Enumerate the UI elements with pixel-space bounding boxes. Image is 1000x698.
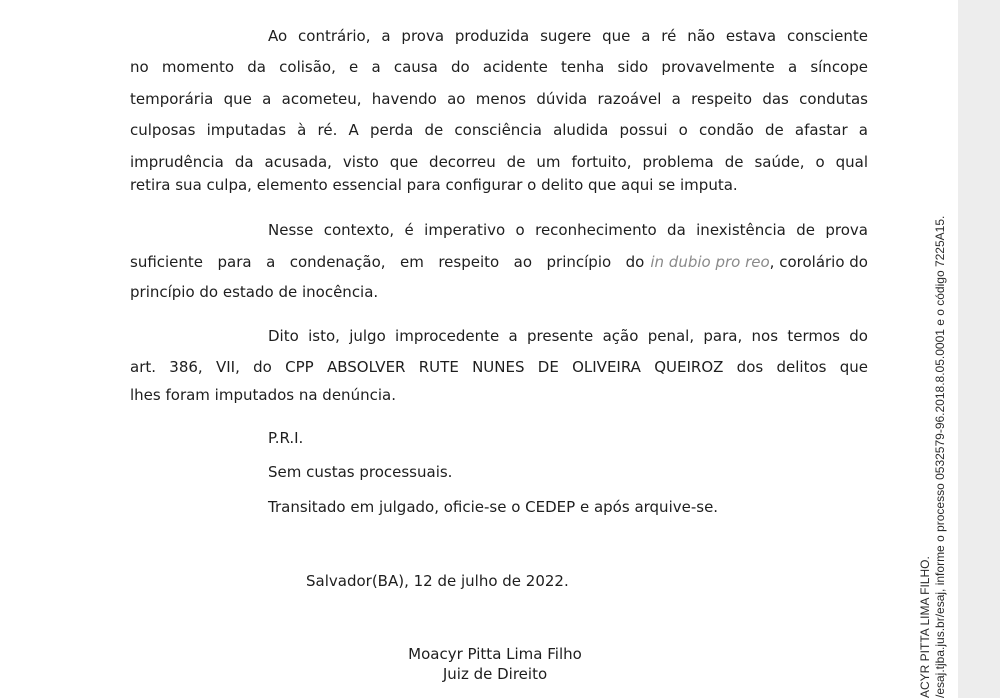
p2-line-2 bbox=[130, 252, 868, 272]
p1-line-4: culposas imputadas à ré. A perda de consciência aludida possui o condão de afastar a bbox=[130, 121, 868, 139]
signer-name: Moacyr Pitta Lima Filho bbox=[408, 645, 582, 663]
p2-line-1: Nesse contexto, é imperativo o reconhecimento da inexistência de prova bbox=[268, 221, 868, 239]
place-date: Salvador(BA), 12 de julho de 2022. bbox=[306, 572, 569, 590]
transit-line: Transitado em julgado, oficie-se o CEDEP e após arquive-se. bbox=[268, 498, 719, 516]
costs-line: Sem custas processuais. bbox=[268, 463, 453, 481]
latin-expression: in dubio pro reo bbox=[650, 253, 770, 271]
p1-line-3: temporária que a acometeu, havendo ao menos dúvida razoável a respeito das condutas bbox=[130, 90, 868, 108]
margin-verification-text: /esaj.tjba.jus.br/esaj, informe o processo 0532579-96.2018.8.05.0001 e o código 7225A15. bbox=[933, 215, 947, 698]
p3-line-1: Dito isto, julgo improcedente a presente ação penal, para, nos termos do bbox=[268, 327, 868, 345]
p1-line-6: retira sua culpa, elemento essencial para configurar o delito que aqui se imputa. bbox=[130, 176, 738, 194]
p3-line-3: lhes foram imputados na denúncia. bbox=[130, 386, 396, 404]
page-margin-strip bbox=[958, 0, 1000, 698]
p1-line-5: imprudência da acusada, visto que decorreu de um fortuito, problema de saúde, o qual bbox=[130, 153, 868, 171]
p2-line-3: princípio do estado de inocência. bbox=[130, 283, 379, 301]
signer-title: Juiz de Direito bbox=[442, 665, 548, 683]
p1-line-2: no momento da colisão, e a causa do acidente tenha sido provavelmente a síncope bbox=[130, 58, 868, 76]
p2-line-2-tail: , corolário do bbox=[769, 253, 868, 271]
p1-line-1: Ao contrário, a prova produzida sugere que a ré não estava consciente bbox=[268, 27, 868, 45]
margin-signature-text: ACYR PITTA LIMA FILHO. bbox=[918, 556, 932, 698]
p2-line-2-text: suficiente para a condenação, em respeito ao princípio do bbox=[130, 253, 645, 271]
pri-line: P.R.I. bbox=[268, 429, 304, 447]
p3-line-2: art. 386, VII, do CPP ABSOLVER RUTE NUNES DE OLIVEIRA QUEIROZ dos delitos que bbox=[130, 358, 868, 376]
